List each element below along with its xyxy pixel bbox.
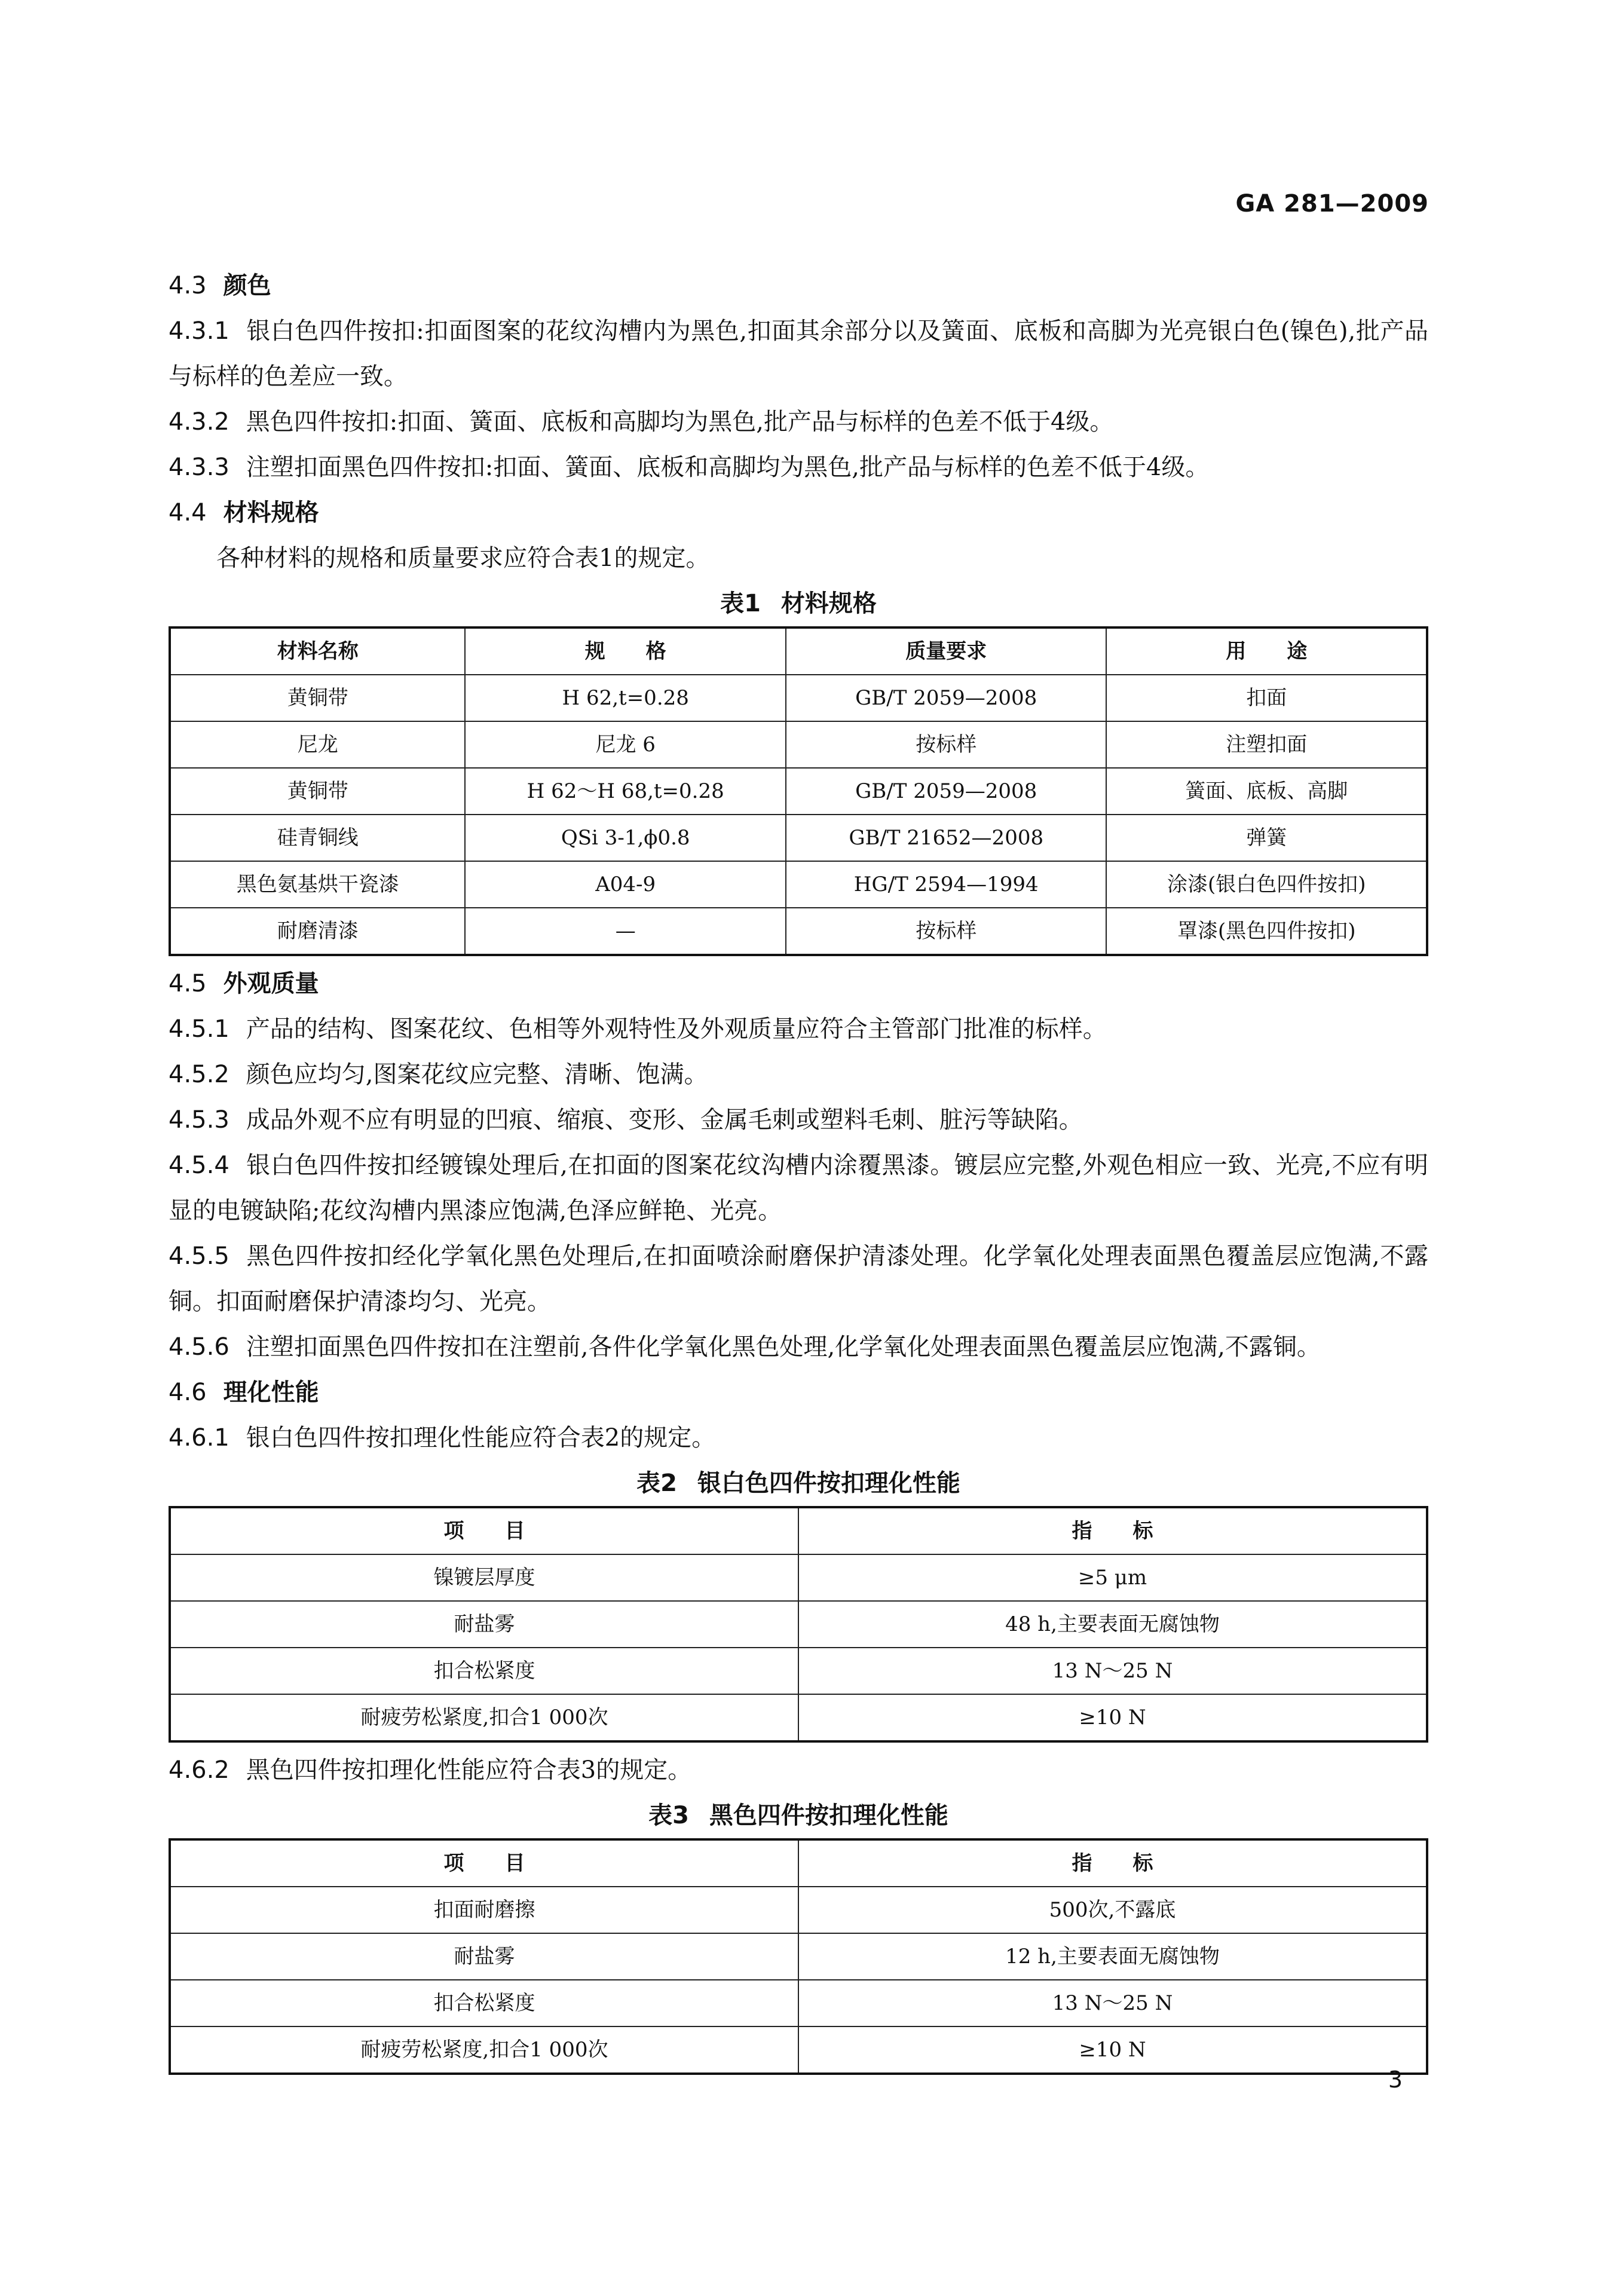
table-row <box>170 908 1427 955</box>
clause-text: 银白色四件按扣经镀镍处理后,在扣面的图案花纹沟槽内涂覆黑漆。镀层应完整,外观色相应一致、光亮,不应有明显的电镀缺陷;花纹沟槽内黑漆应饱满,色泽应鲜艳、光亮。 <box>169 1152 1428 1224</box>
page-number: 3 <box>1388 2067 1403 2093</box>
table-cell: 扣面 <box>1106 675 1427 721</box>
section-4-4-heading <box>169 490 1428 535</box>
clause-4-5-6 <box>169 1324 1428 1370</box>
table-cell: 弹簧 <box>1106 815 1427 861</box>
table-row <box>170 721 1427 768</box>
table-cell: 罩漆(黑色四件按扣) <box>1106 908 1427 955</box>
table-header-cell: 指 标 <box>798 1839 1427 1887</box>
table-row <box>170 2026 1427 2074</box>
standard-number: GA 281—2009 <box>1235 190 1429 218</box>
table-row <box>170 675 1427 721</box>
table-cell: — <box>465 908 786 955</box>
clause-text: 银白色四件按扣理化性能应符合表2的规定。 <box>246 1424 716 1452</box>
table-row <box>170 1554 1427 1601</box>
table-cell: 硅青铜线 <box>170 815 465 861</box>
table-cell: 13 N～25 N <box>798 1648 1427 1694</box>
table-cell: H 62～H 68,t=0.28 <box>465 768 786 815</box>
clause-text: 黑色四件按扣:扣面、簧面、底板和高脚均为黑色,批产品与标样的色差不低于4级。 <box>246 408 1114 436</box>
section-number: 4.4 <box>169 499 207 526</box>
black-button-properties-table <box>169 1838 1428 2075</box>
table-cell: 耐疲劳松紧度,扣合1 000次 <box>170 1694 798 1741</box>
silver-button-properties-table <box>169 1506 1428 1743</box>
clause-4-3-1 <box>169 308 1428 399</box>
table-cell: 耐盐雾 <box>170 1601 798 1648</box>
clause-4-3-3 <box>169 445 1428 490</box>
clause-4-3-2 <box>169 399 1428 445</box>
clause-number: 4.5.1 <box>169 1015 229 1043</box>
section-title: 材料规格 <box>223 498 319 526</box>
table-row <box>170 1887 1427 1933</box>
table-row <box>170 1694 1427 1741</box>
table-cell: 簧面、底板、高脚 <box>1106 768 1427 815</box>
table-row <box>170 1980 1427 2026</box>
table-title: 黑色四件按扣理化性能 <box>709 1802 948 1829</box>
clause-text: 产品的结构、图案花纹、色相等外观特性及外观质量应符合主管部门批准的标样。 <box>246 1015 1107 1043</box>
table-header-cell: 项 目 <box>170 1839 798 1887</box>
clause-number: 4.3.3 <box>169 454 229 481</box>
table-cell: 黄铜带 <box>170 768 465 815</box>
table-row <box>170 1601 1427 1648</box>
clause-number: 4.6.2 <box>169 1756 229 1784</box>
table-cell: 扣合松紧度 <box>170 1980 798 2026</box>
table-header-row <box>170 1507 1427 1554</box>
clause-text: 黑色四件按扣理化性能应符合表3的规定。 <box>246 1756 692 1784</box>
clause-number: 4.3.2 <box>169 408 229 436</box>
page-content <box>169 263 1428 2075</box>
clause-4-5-2 <box>169 1052 1428 1097</box>
table-number: 表3 <box>648 1802 689 1829</box>
table-cell: 扣合松紧度 <box>170 1648 798 1694</box>
section-4-3-heading <box>169 263 1428 308</box>
table-header-cell: 指 标 <box>798 1507 1427 1554</box>
table-header-cell: 材料名称 <box>170 627 465 675</box>
clause-text: 成品外观不应有明显的凹痕、缩痕、变形、金属毛刺或塑料毛刺、脏污等缺陷。 <box>246 1106 1083 1134</box>
table-number: 表1 <box>720 590 761 617</box>
table-cell: ≥10 N <box>798 1694 1427 1741</box>
table-cell: 500次,不露底 <box>798 1887 1427 1933</box>
table-cell: ≥10 N <box>798 2026 1427 2074</box>
table-cell: ≥5 μm <box>798 1554 1427 1601</box>
clause-4-5-3 <box>169 1097 1428 1143</box>
section-number: 4.5 <box>169 970 207 997</box>
clause-text: 黑色四件按扣经化学氧化黑色处理后,在扣面喷涂耐磨保护清漆处理。化学氧化处理表面黑色覆盖层应饱满,不露铜。扣面耐磨保护清漆均匀、光亮。 <box>169 1242 1428 1315</box>
table-header-row <box>170 1839 1427 1887</box>
table-cell: 耐磨清漆 <box>170 908 465 955</box>
table-cell: HG/T 2594—1994 <box>786 861 1107 908</box>
clause-4-6-1 <box>169 1415 1428 1461</box>
table-header-row <box>170 627 1427 675</box>
table-cell: 尼龙 6 <box>465 721 786 768</box>
table-cell: 48 h,主要表面无腐蚀物 <box>798 1601 1427 1648</box>
table-header-cell: 质量要求 <box>786 627 1107 675</box>
section-4-6-heading <box>169 1370 1428 1415</box>
table-cell: GB/T 21652—2008 <box>786 815 1107 861</box>
table-cell: 黄铜带 <box>170 675 465 721</box>
clause-number: 4.5.2 <box>169 1061 229 1088</box>
table-cell: 涂漆(银白色四件按扣) <box>1106 861 1427 908</box>
clause-4-5-1 <box>169 1006 1428 1052</box>
clause-number: 4.3.1 <box>169 317 229 345</box>
spacer <box>169 1743 1428 1747</box>
table-cell: A04-9 <box>465 861 786 908</box>
section-4-4-text: 各种材料的规格和质量要求应符合表1的规定。 <box>216 544 710 572</box>
section-number: 4.6 <box>169 1379 207 1406</box>
table-cell: H 62,t=0.28 <box>465 675 786 721</box>
clause-number: 4.5.4 <box>169 1152 229 1179</box>
table-title: 银白色四件按扣理化性能 <box>697 1470 960 1497</box>
table-cell: 按标样 <box>786 721 1107 768</box>
table-row <box>170 1648 1427 1694</box>
table-cell: 尼龙 <box>170 721 465 768</box>
table-row <box>170 815 1427 861</box>
clause-4-5-4 <box>169 1143 1428 1233</box>
table3-caption <box>169 1793 1428 1838</box>
clause-text: 注塑扣面黑色四件按扣:扣面、簧面、底板和高脚均为黑色,批产品与标样的色差不低于4级。 <box>246 454 1210 481</box>
table-cell: GB/T 2059—2008 <box>786 675 1107 721</box>
section-title: 颜色 <box>223 271 271 299</box>
table-cell: 黑色氨基烘干瓷漆 <box>170 861 465 908</box>
table-cell: 耐盐雾 <box>170 1933 798 1980</box>
table-cell: 镍镀层厚度 <box>170 1554 798 1601</box>
section-number: 4.3 <box>169 272 207 299</box>
table-row <box>170 768 1427 815</box>
clause-number: 4.5.3 <box>169 1106 229 1134</box>
table-header-cell: 用 途 <box>1106 627 1427 675</box>
section-4-5-heading <box>169 961 1428 1006</box>
section-title: 外观质量 <box>223 969 319 997</box>
clause-4-6-2 <box>169 1747 1428 1793</box>
section-title: 理化性能 <box>223 1378 319 1406</box>
table-cell: 13 N～25 N <box>798 1980 1427 2026</box>
table2-caption <box>169 1461 1428 1506</box>
clause-number: 4.6.1 <box>169 1424 229 1452</box>
table1-caption <box>169 581 1428 626</box>
spacer <box>169 956 1428 961</box>
clause-number: 4.5.6 <box>169 1333 229 1361</box>
table-cell: 注塑扣面 <box>1106 721 1427 768</box>
table-row <box>170 1933 1427 1980</box>
clause-number: 4.5.5 <box>169 1242 229 1270</box>
clause-text: 颜色应均匀,图案花纹应完整、清晰、饱满。 <box>246 1061 708 1088</box>
table-cell: 扣面耐磨擦 <box>170 1887 798 1933</box>
table-header-cell: 规 格 <box>465 627 786 675</box>
table-cell: 12 h,主要表面无腐蚀物 <box>798 1933 1427 1980</box>
clause-text: 银白色四件按扣:扣面图案的花纹沟槽内为黑色,扣面其余部分以及簧面、底板和高脚为光亮银白色(镍色),批产品与标样的色差应一致。 <box>169 317 1428 390</box>
clause-text: 注塑扣面黑色四件按扣在注塑前,各件化学氧化黑色处理,化学氧化处理表面黑色覆盖层应饱满,不露铜。 <box>246 1333 1321 1361</box>
table-number: 表2 <box>636 1470 677 1497</box>
materials-table <box>169 626 1428 956</box>
table-cell: 按标样 <box>786 908 1107 955</box>
table-header-cell: 项 目 <box>170 1507 798 1554</box>
table-row <box>170 861 1427 908</box>
table-cell: 耐疲劳松紧度,扣合1 000次 <box>170 2026 798 2074</box>
table-title: 材料规格 <box>780 590 877 617</box>
table-cell: GB/T 2059—2008 <box>786 768 1107 815</box>
table-cell: QSi 3-1,ϕ0.8 <box>465 815 786 861</box>
clause-4-5-5 <box>169 1233 1428 1324</box>
